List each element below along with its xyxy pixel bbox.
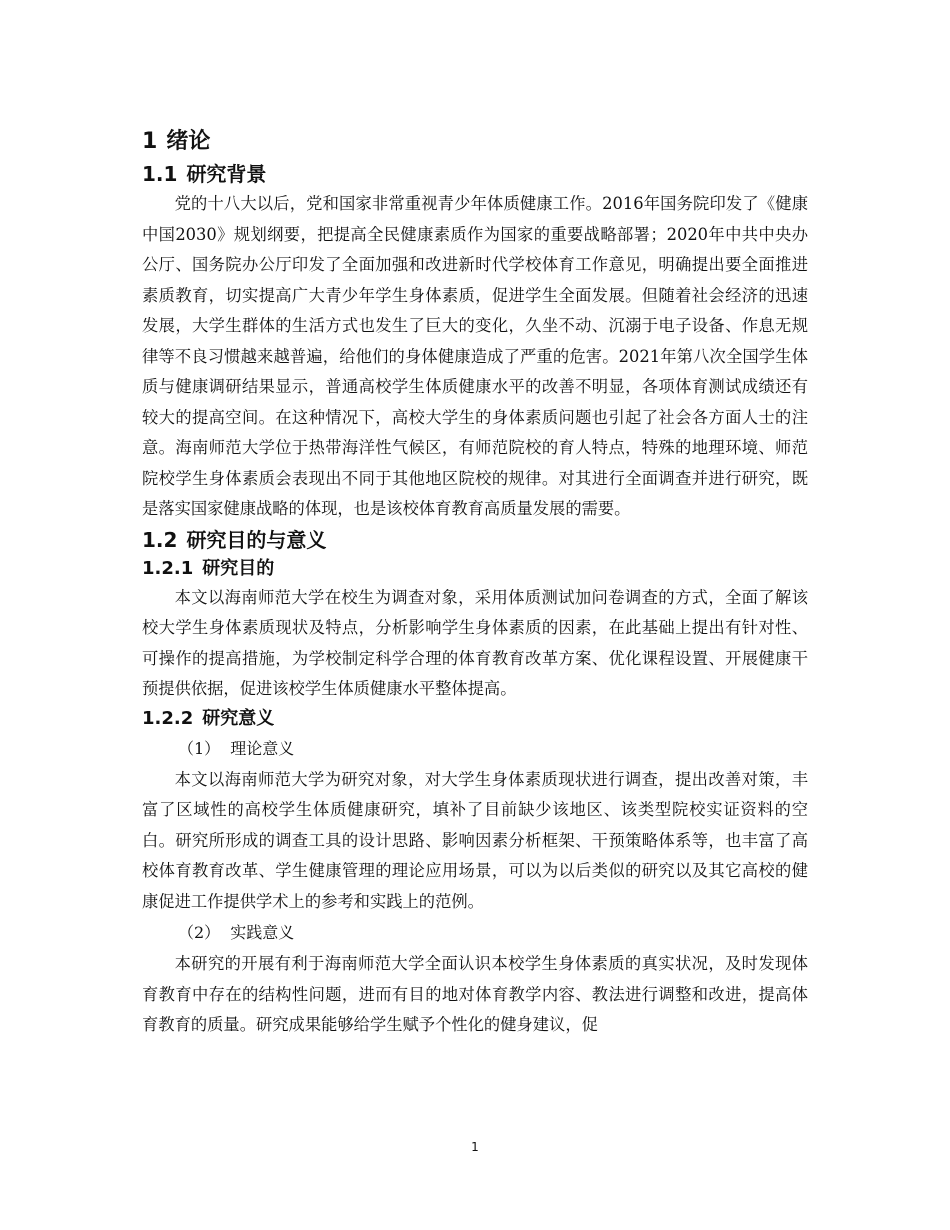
section-number: 1.1 [142, 162, 178, 186]
practice-significance-paragraph: 本研究的开展有利于海南师范大学全面认识本校学生身体素质的真实状况，及时发现体育教育中存在的结构性问题，进而有目的地对体育教学内容、教法进行调整和改进，提高体育教育的质量。研究成果能够给学生赋予个性化的健身建议，促 [142, 954, 808, 1034]
section-number: 1.2 [142, 527, 178, 552]
section-title: 研究目的与意义 [186, 527, 327, 552]
chapter-number: 1 [142, 129, 158, 154]
subsection-title: 研究意义 [202, 707, 275, 729]
practice-significance-heading [142, 917, 808, 949]
chapter-title: 绪论 [166, 129, 211, 154]
subsection-heading-1-2-1 [142, 555, 808, 583]
section-heading-1-2 [142, 525, 808, 555]
subsection-heading-1-2-2 [142, 705, 808, 733]
section-title: 研究背景 [186, 162, 267, 186]
list-marker: （2） [178, 923, 221, 942]
list-label: 实践意义 [230, 923, 295, 942]
background-paragraph: 党的十八大以后，党和国家非常重视青少年体质健康工作。2016年国务院印发了《健康中国2030》规划纲要，把提高全民健康素质作为国家的重要战略部署；2020年中共中央办公厅、国务院办公厅印发了全面加强和改进新时代学校体育工作意见，明确提出要全面推进素质教育，切实提高广大青少年学生身体素质，促进学生全面发展。但随着社会经济的迅速发展，大学生群体的生活方式也发生了巨大的变化，久坐不动、沉溺于电子设备、作息无规律等不良习惯越来越普遍，给他们的身体健康造成了严重的危害。2021年第八次全国学生体质与健康调研结果显示，普通高校学生体质健康水平的改善不明显，各项体育测试成绩还有较大的提高空间。在这种情况下，高校大学生的身体素质问题也引起了社会各方面人士的注意。海南师范大学位于热带海洋性气候区，有师范院校的育人特点，特殊的地理环境、师范院校学生身体素质会表现出不同于其他地区院校的规律。对其进行全面调查并进行研究，既是落实国家健康战略的体现，也是该校体育教育高质量发展的需要。 [142, 194, 808, 518]
section-heading-1-1 [142, 159, 808, 189]
subsection-number: 1.2.1 [142, 557, 194, 579]
subsection-title: 研究目的 [202, 557, 275, 579]
theory-significance-heading [142, 733, 808, 765]
subsection-number: 1.2.2 [142, 707, 194, 729]
list-marker: （1） [178, 738, 221, 758]
document-body [142, 125, 808, 1041]
list-label: 理论意义 [230, 738, 295, 758]
page-number: 1 [471, 1140, 479, 1154]
theory-significance-paragraph: 本文以海南师范大学为研究对象，对大学生身体素质现状进行调查，提出改善对策，丰富了区域性的高校学生体质健康研究，填补了目前缺少该地区、该类型院校实证资料的空白。研究所形成的调查工具的设计思路、影响因素分析框架、干预策略体系等，也丰富了高校体育教育改革、学生健康管理的理论应用场景，可以为以后类似的研究以及其它高校的健康促进工作提供学术上的参考和实践上的范例。 [142, 769, 808, 911]
chapter-heading [142, 125, 808, 159]
purpose-paragraph: 本文以海南师范大学在校生为调查对象，采用体质测试加问卷调查的方式，全面了解该校大学生身体素质现状及特点，分析影响学生身体素质的因素，在此基础上提出有针对性、可操作的提高措施，为学校制定科学合理的体育教育改革方案、优化课程设置、开展健康干预提供依据，促进该校学生体质健康水平整体提高。 [142, 587, 808, 698]
